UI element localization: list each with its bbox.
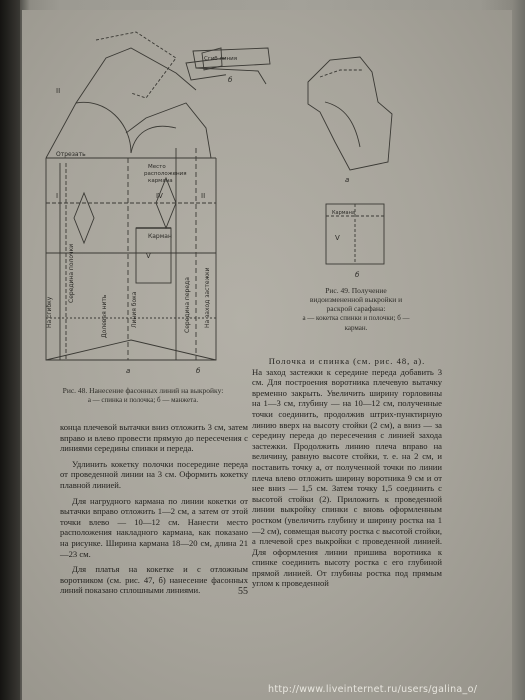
svg-text:кармана: кармана — [148, 178, 173, 184]
paragraph: Удлинить кокетку полочки посередине переда от проведенной линии на 3 см. Оформить кокетку плавной линией. — [60, 458, 248, 490]
svg-text:а: а — [345, 176, 350, 184]
svg-text:а: а — [126, 367, 131, 375]
right-text-column — [252, 356, 442, 594]
svg-text:б: б — [355, 271, 360, 279]
svg-text:Кармана: Кармана — [332, 210, 355, 216]
figure-49-pattern — [300, 52, 400, 282]
source-watermark: http://www.liveinternet.ru/users/galina_o/ — [268, 684, 478, 695]
page-number: 55 — [238, 586, 248, 597]
svg-text:Середина переда: Середина переда — [184, 277, 191, 333]
svg-text:Место: Место — [148, 164, 166, 170]
svg-text:Линия бока: Линия бока — [131, 291, 138, 328]
svg-text:Сгиб линия: Сгиб линия — [204, 56, 238, 62]
figure-48-title: Рис. 48. Нанесение фасонных линий на выкройку: — [62, 386, 224, 395]
paragraph: Для нагрудного кармана по линии кокетки от вытачки вправо отложить 1—2 см, а затем от этой точки влево — 10—12 см. Нанести место расположения накладного кармана, как показано на рисунке. Ширина кармана 18—20 см, длина 21—23 см. — [60, 495, 248, 559]
svg-text:Отрезать: Отрезать — [56, 151, 86, 158]
left-text-column — [60, 422, 248, 601]
svg-text:б: б — [228, 76, 233, 84]
figure-49-subtitle: а — кокетка спинки и полочки; б — карман. — [302, 314, 410, 332]
svg-text:На заход застежки: На заход застежки — [204, 267, 211, 328]
svg-text:Карман: Карман — [148, 233, 172, 240]
svg-text:расположения: расположения — [144, 171, 187, 177]
svg-text:II: II — [201, 192, 206, 200]
svg-text:IV: IV — [156, 192, 163, 200]
book-spine — [0, 0, 20, 700]
figure-48-subtitle: а — спинка и полочка; б — манжета. — [87, 396, 199, 404]
section-heading: Полочка и спинка (см. рис. 48, а). — [268, 356, 426, 366]
figure-49-title: Рис. 49. Получение видоизмененной выкройки и раскрой сарафана: — [309, 286, 403, 313]
figure-49-caption — [300, 286, 412, 333]
svg-text:V: V — [335, 234, 340, 242]
paragraph: На заход застежки к середине переда добавить 3 см. Для построения воротника плечевую вытачку временно закрыть. Увеличить ширину горловины на 1—3 см, глубину — на 10—12 см, полученные точки соединить, продолжив штрих-пунктирную линию вверх на высоту стойки (2 см), а вниз — за середину переда до пересечения с линией захода застежки. Продолжить линию плеча вправо на величину, равную высоте стойки, т. е. на 2 см, и поставить точку а, от полученной точки по линии плеча влево отложить ширину воротника 9 см и от нее вниз — 1,5 см. Затем точку 1,5 соединить с высотой стойки (2). Приложить к проведенной линии выкройку спинки с вновь оформленным ростком (увеличить глубину и ширину ростка на 1—2 см), совмещая высоту ростка с высотой стойки, а плечевой срез выкройки с проведенной линией. Для оформления линии пришива воротника к спинке соединить высоту ростка с его глубиной прямой линией. От глубины ростка под прямым углом к проведенной — [252, 366, 442, 589]
figure-48-caption — [58, 386, 228, 405]
paragraph: Для платья на кокетке и с отложным воротником (см. рис. 47, б) нанесение фасонных линий показано сплошными линиями. — [60, 564, 248, 596]
svg-text:V: V — [146, 252, 151, 260]
svg-text:I: I — [56, 192, 59, 200]
svg-text:б: б — [196, 367, 201, 375]
svg-text:Долевая нить: Долевая нить — [101, 294, 108, 338]
svg-text:Середина полочки: Середина полочки — [68, 243, 75, 303]
svg-text:На сгибку: На сгибку — [46, 296, 53, 328]
paragraph: конца плечевой вытачки вниз отложить 3 см, затем вправо и влево провести прямую до пересечения с линиями середины спинки и переда. — [60, 422, 248, 454]
figure-48b-cuff — [188, 46, 283, 86]
svg-text:II: II — [56, 87, 61, 95]
